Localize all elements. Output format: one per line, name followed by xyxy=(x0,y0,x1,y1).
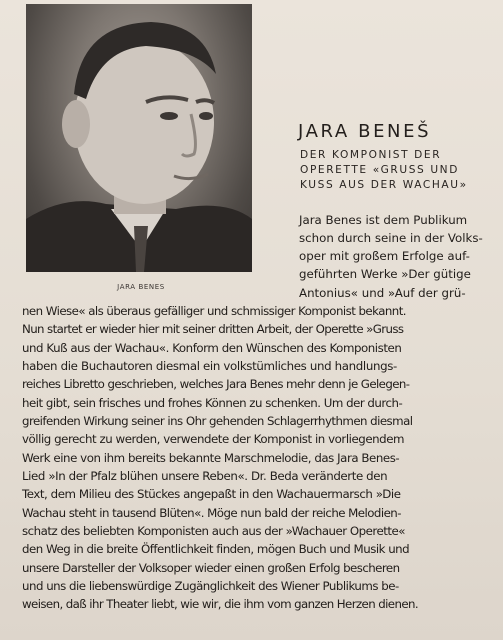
body-line: Wachau steht in tausend Blüten«. Möge nun bald der reiche Melodien- xyxy=(22,506,401,520)
body-line: geführten Werke »Der gütige xyxy=(299,267,471,281)
body-line: Nun startet er wieder hier mit seiner dritten Arbeit, der Operette »Gruss xyxy=(22,322,404,336)
body-line: schatz des beliebten Komponisten auch aus der »Wachauer Operette« xyxy=(22,524,405,538)
subtitle-line: DER KOMPONIST DER xyxy=(300,149,442,161)
body-line: und Kuß aus der Wachau«. Konform den Wünschen des Komponisten xyxy=(22,341,402,355)
portrait-illustration xyxy=(26,4,252,272)
body-line: Antonius« und »Auf der grü- xyxy=(299,286,466,300)
body-line: weisen, daß ihr Theater liebt, wie wir, die ihm vom ganzen Herzen dienen. xyxy=(22,597,419,611)
body-line: greifenden Wirkung seiner ins Ohr gehenden Schlagerrhythmen diesmal xyxy=(22,414,413,428)
body-line: völlig gerecht zu werden, verwendete der Komponist in vorliegendem xyxy=(22,432,405,446)
body-line: Text, dem Milieu des Stückes angepaßt in den Wachauermarsch »Die xyxy=(22,487,401,501)
composer-name: JARA BENEŠ xyxy=(298,121,432,142)
portrait-caption: JARA BENES xyxy=(117,283,165,291)
body-line: nen Wiese« als überaus gefälliger und schmissiger Komponist bekannt. xyxy=(22,304,407,318)
body-line: oper mit großem Erfolge auf- xyxy=(299,249,470,263)
body-line: Werk eine von ihm bereits bekannte Marschmelodie, das Jara Benes- xyxy=(22,451,400,465)
article-subtitle xyxy=(300,148,490,193)
body-line: reiches Libretto geschrieben, welches Jara Benes mehr denn je Gelegen- xyxy=(22,377,410,391)
body-line: Lied »In der Pfalz blühen unsere Reben«. Dr. Beda veränderte den xyxy=(22,469,388,483)
body-line: schon durch seine in der Volks- xyxy=(299,231,483,245)
body-line: Jara Benes ist dem Publikum xyxy=(299,213,468,227)
subtitle-line: OPERETTE «GRUSS UND xyxy=(300,164,459,176)
body-line: unsere Darsteller der Volksoper wieder einen großen Erfolg bescheren xyxy=(22,561,400,575)
body-line: heit gibt, sein frisches und frohes Können zu schenken. Um der durch- xyxy=(22,396,403,410)
subtitle-line: KUSS AUS DER WACHAU» xyxy=(300,179,468,191)
body-line: den Weg in die breite Öffentlichkeit finden, mögen Buch und Musik und xyxy=(22,542,410,556)
portrait-photo xyxy=(26,4,252,272)
body-line: und uns die liebenswürdige Zugänglichkeit des Wiener Publikums be- xyxy=(22,579,399,593)
body-line: haben die Buchautoren diesmal ein volkstümliches und handlungs- xyxy=(22,359,397,373)
